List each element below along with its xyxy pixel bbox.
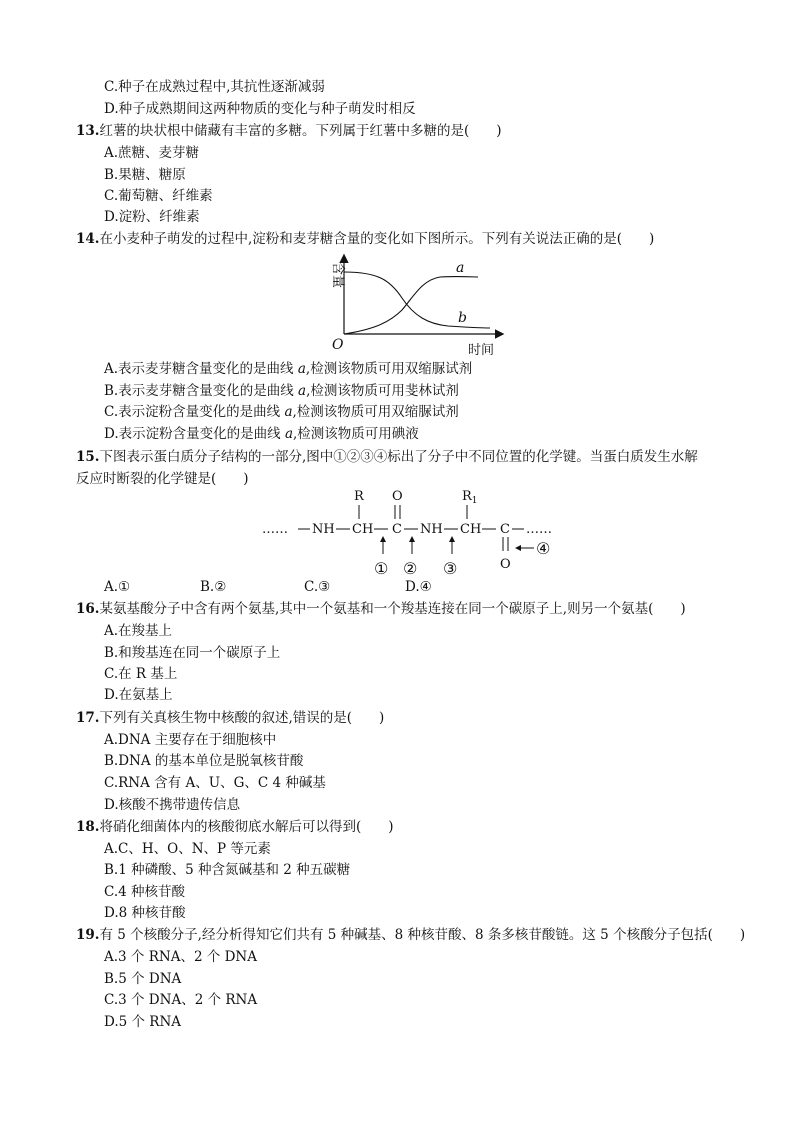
prev-option-c: C.种子在成熟过程中,其抗性逐渐减弱	[104, 79, 325, 95]
q16-option-d: D.在氨基上	[104, 687, 173, 703]
r-group: R	[354, 489, 364, 504]
q13-option-a: A.蔗糖、麦芽糖	[104, 145, 200, 161]
q15-option-d: D.④	[405, 579, 432, 595]
q18-option-c: C.4 种核苷酸	[104, 884, 186, 900]
starch-maltose-curve-figure	[318, 250, 508, 358]
q18-option-b: B.1 种磷酸、5 种含氮碱基和 2 种五碳糖	[104, 862, 351, 878]
ch-group-2: CH	[460, 522, 482, 537]
q13-option-d: D.淀粉、纤维素	[104, 209, 200, 225]
q13-option-b: B.果糖、糖原	[104, 167, 186, 183]
q18-option-d: D.8 种核苷酸	[104, 905, 186, 921]
q19-option-b: B.5 个 DNA	[104, 971, 182, 987]
question-number: 16.	[76, 601, 100, 617]
question-number: 15.	[76, 449, 100, 465]
peptide-formula-figure	[262, 488, 572, 576]
question-18	[76, 818, 394, 836]
q19-option-d: D.5 个 RNA	[104, 1014, 182, 1030]
carbonyl-o-bottom: O	[500, 557, 511, 572]
q17-option-d: D.核酸不携带遗传信息	[104, 797, 241, 813]
right-dots: ……	[526, 522, 552, 537]
question-17	[76, 709, 384, 727]
question-number: 17.	[76, 710, 100, 726]
question-text: 有 5 个核酸分子,经分析得知它们共有 5 种碱基、8 种核苷酸、8 条多核苷酸链。这 5 个核酸分子包括( )	[99, 927, 746, 943]
question-number: 14.	[76, 231, 100, 247]
x-axis-label: 时间	[468, 343, 495, 358]
question-number: 19.	[76, 927, 100, 943]
q18-option-a: A.C、H、O、N、P 等元素	[104, 841, 271, 857]
question-16	[76, 600, 686, 618]
curve-b-label: b	[458, 310, 467, 326]
q14-option-a: A.表示麦芽糖含量变化的是曲线 a,检测该物质可用双缩脲试剂	[104, 361, 473, 377]
carbonyl-c-1: C	[392, 522, 402, 537]
q16-option-b: B.和羧基连在同一个碳原子上	[104, 645, 281, 661]
q14-option-c: C.表示淀粉含量变化的是曲线 a,检测该物质可用双缩脲试剂	[104, 404, 459, 420]
question-text: 红薯的块状根中储藏有丰富的多糖。下列属于红薯中多糖的是( )	[99, 123, 502, 139]
prev-option-d: D.种子成熟期间这两种物质的变化与种子萌发时相反	[104, 101, 416, 117]
question-text: 某氨基酸分子中含有两个氨基,其中一个氨基和一个羧基连接在同一个碳原子上,则另一个氨基( )	[99, 601, 686, 617]
q13-option-c: C.葡萄糖、纤维素	[104, 188, 213, 204]
marker-1: ①	[374, 559, 389, 576]
marker-4: ④	[536, 539, 551, 558]
question-15	[76, 448, 698, 466]
question-number: 18.	[76, 819, 100, 835]
question-14	[76, 230, 654, 248]
carbonyl-c-2: C	[500, 522, 510, 537]
question-15-line2: 反应时断裂的化学键是( )	[76, 471, 249, 487]
question-13	[76, 122, 502, 140]
question-text: 下列有关真核生物中核酸的叙述,错误的是( )	[99, 710, 385, 726]
q17-option-c: C.RNA 含有 A、U、G、C 4 种碱基	[104, 775, 326, 791]
question-19	[76, 926, 745, 944]
marker-3: ③	[443, 559, 458, 576]
left-dots: ……	[262, 522, 288, 537]
q14-option-d: D.表示淀粉含量变化的是曲线 a,检测该物质可用碘液	[104, 426, 419, 442]
q19-option-a: A.3 个 RNA、2 个 DNA	[104, 949, 257, 965]
r1-group: $R_1$	[462, 489, 478, 506]
y-axis-label: 含量	[330, 262, 345, 289]
curve-b	[344, 272, 490, 328]
origin-label: O	[332, 337, 344, 353]
q15-option-b: B.②	[200, 579, 227, 595]
q14-option-b: B.表示麦芽糖含量变化的是曲线 a,检测该物质可用斐林试剂	[104, 383, 459, 399]
question-number: 13.	[76, 123, 100, 139]
question-text-line1: 下图表示蛋白质分子结构的一部分,图中①②③④标出了分子中不同位置的化学键。当蛋白质发生水解	[99, 449, 698, 465]
q17-option-a: A.DNA 主要存在于细胞核中	[104, 732, 277, 748]
nh-group-2: NH	[420, 522, 443, 537]
marker-2: ②	[403, 559, 418, 576]
question-text: 将硝化细菌体内的核酸彻底水解后可以得到( )	[99, 819, 394, 835]
q15-option-a: A.①	[104, 579, 131, 595]
q15-option-c: C.③	[304, 579, 331, 595]
question-text: 在小麦种子萌发的过程中,淀粉和麦芽糖含量的变化如下图所示。下列有关说法正确的是( )	[99, 231, 655, 247]
nh-group-1: NH	[312, 522, 335, 537]
q19-option-c: C.3 个 DNA、2 个 RNA	[104, 992, 258, 1008]
ch-group-1: CH	[352, 522, 374, 537]
q16-option-c: C.在 R 基上	[104, 666, 178, 682]
q16-option-a: A.在羧基上	[104, 623, 173, 639]
curve-a-label: a	[456, 260, 465, 276]
q17-option-b: B.DNA 的基本单位是脱氧核苷酸	[104, 753, 304, 769]
carbonyl-o-top: O	[392, 489, 403, 504]
